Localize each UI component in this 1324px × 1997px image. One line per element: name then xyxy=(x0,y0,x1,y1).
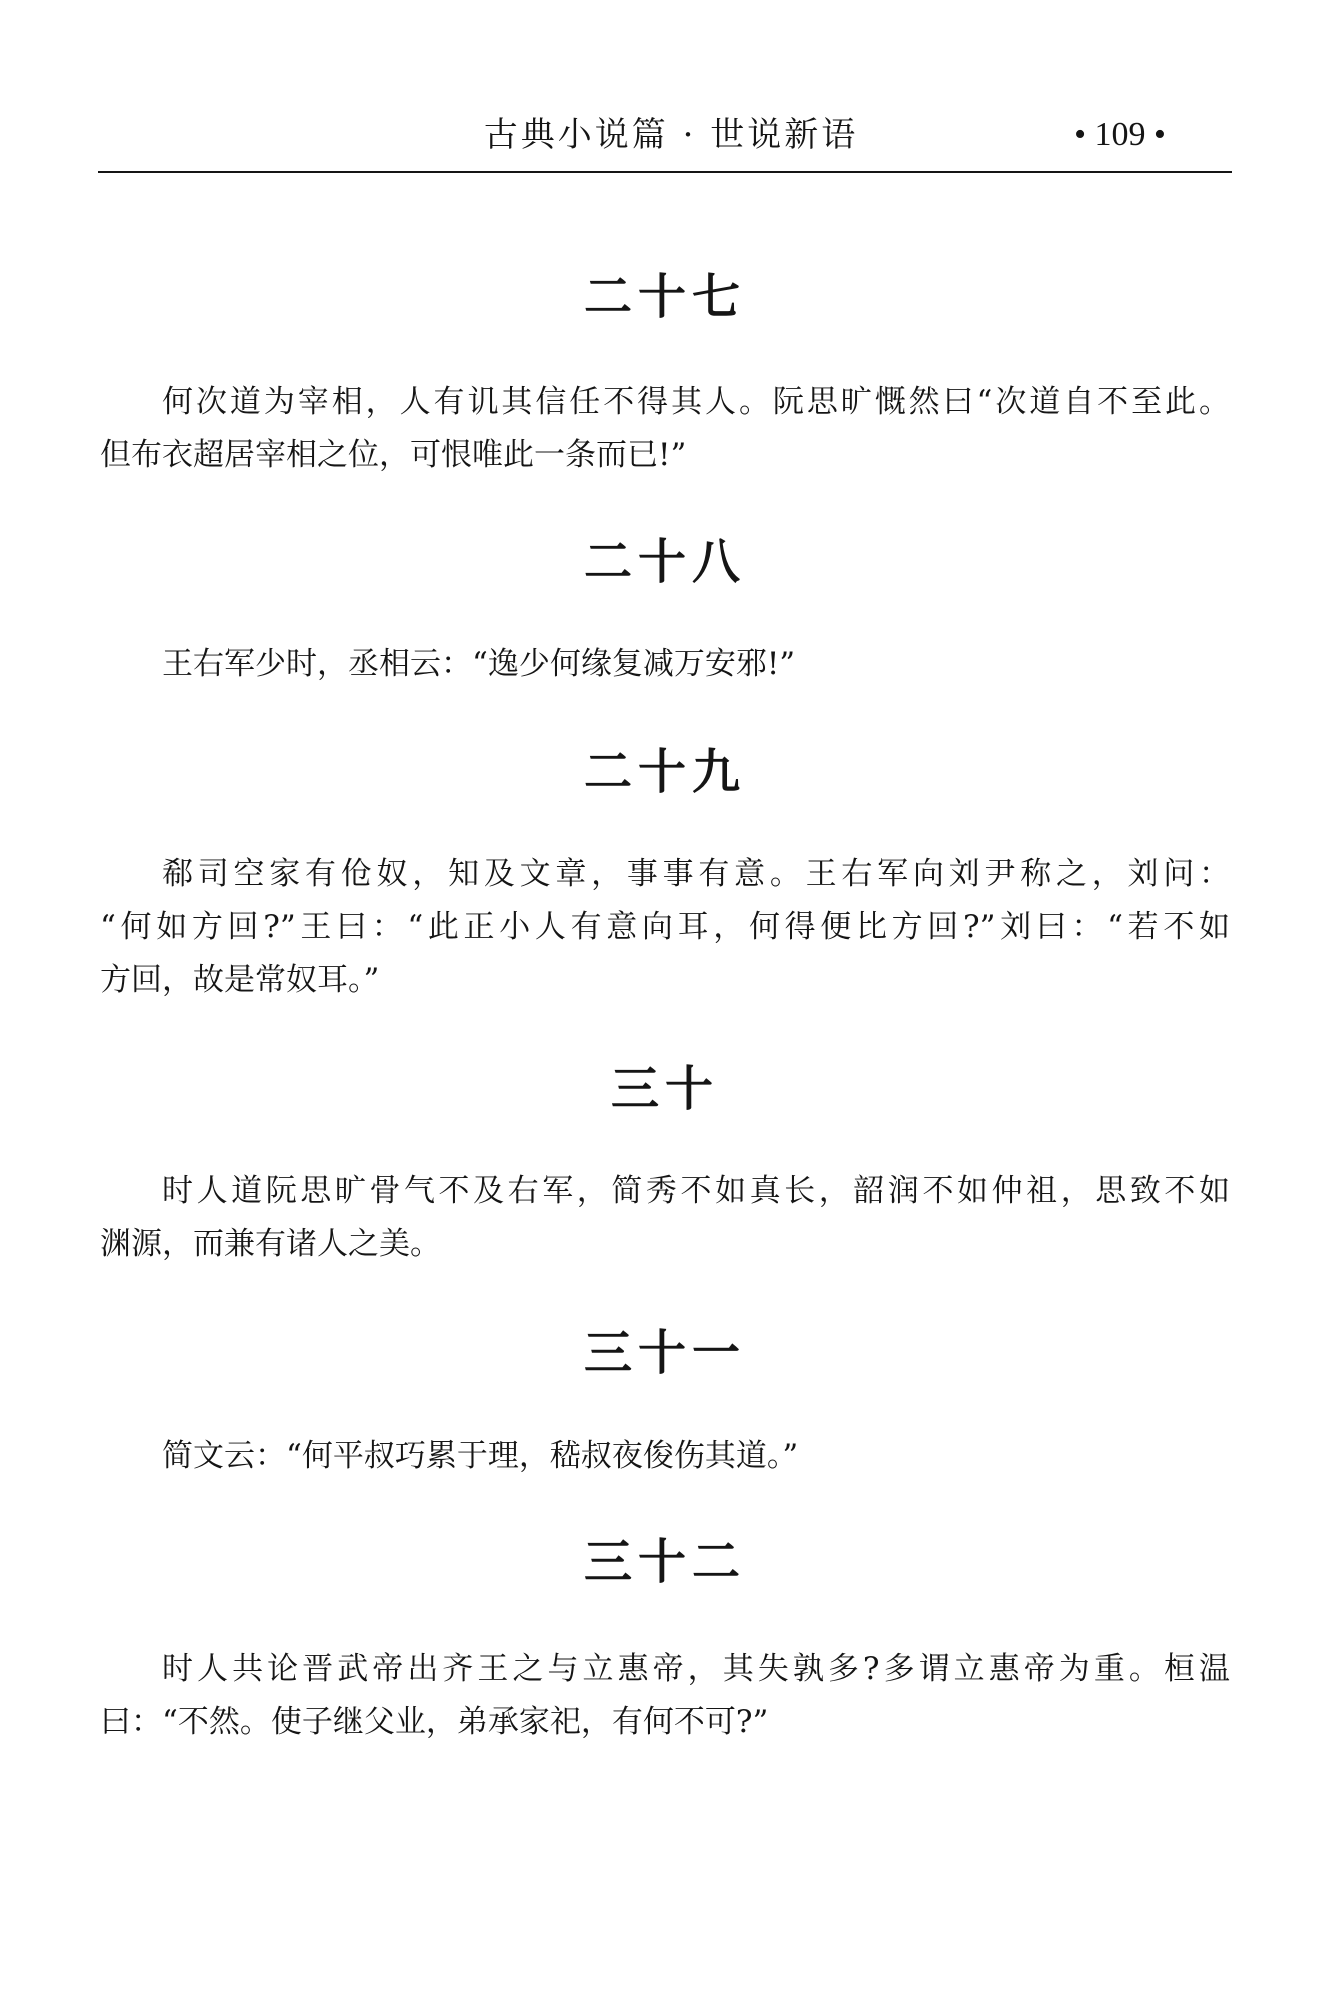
running-header-title: 古典小说篇 · 世说新语 xyxy=(483,115,859,155)
section-heading: 二十九 xyxy=(583,744,746,800)
paragraph-line: 时人道阮思旷骨气不及右军，简秀不如真长，韶润不如仲祖，思致不如 xyxy=(162,1173,1230,1209)
paragraph-line: 曰：“不然。使子继父业，弟承家祀，有何不可?” xyxy=(100,1704,769,1740)
paragraph-line: 简文云：“何平叔巧累于理，嵇叔夜俊伤其道。” xyxy=(162,1438,799,1474)
paragraph-line: 渊源，而兼有诸人之美。 xyxy=(100,1226,441,1262)
paragraph xyxy=(100,1165,1230,1271)
section-heading: 三十一 xyxy=(583,1325,746,1381)
section-heading: 三十二 xyxy=(583,1534,746,1590)
paragraph-line: 王右军少时，丞相云：“逸少何缘复减万安邪!” xyxy=(162,646,796,682)
header-rule xyxy=(98,171,1232,173)
paragraph-line: “何如方回?”王曰：“此正小人有意向耳，何得便比方回?”刘曰：“若不如 xyxy=(100,909,1230,945)
paragraph-line: 郗司空家有伧奴，知及文章，事事有意。王右军向刘尹称之，刘问： xyxy=(162,856,1230,892)
paragraph xyxy=(100,376,1230,482)
paragraph xyxy=(100,1430,1230,1483)
paragraph-line: 何次道为宰相，人有讥其信任不得其人。阮思旷慨然曰“次道自不至此。 xyxy=(162,384,1230,420)
section-heading: 二十八 xyxy=(583,534,746,590)
paragraph xyxy=(100,848,1230,1007)
page-number: • 109 • xyxy=(1074,116,1166,153)
paragraph xyxy=(100,638,1230,691)
section-heading: 三十 xyxy=(610,1061,719,1117)
section-heading: 二十七 xyxy=(583,269,746,325)
paragraph-line: 时人共论晋武帝出齐王之与立惠帝，其失孰多?多谓立惠帝为重。桓温 xyxy=(162,1651,1230,1687)
paragraph-line: 方回，故是常奴耳。” xyxy=(100,962,380,998)
paragraph-line: 但布衣超居宰相之位，可恨唯此一条而已!” xyxy=(100,437,687,473)
paragraph xyxy=(100,1643,1230,1749)
